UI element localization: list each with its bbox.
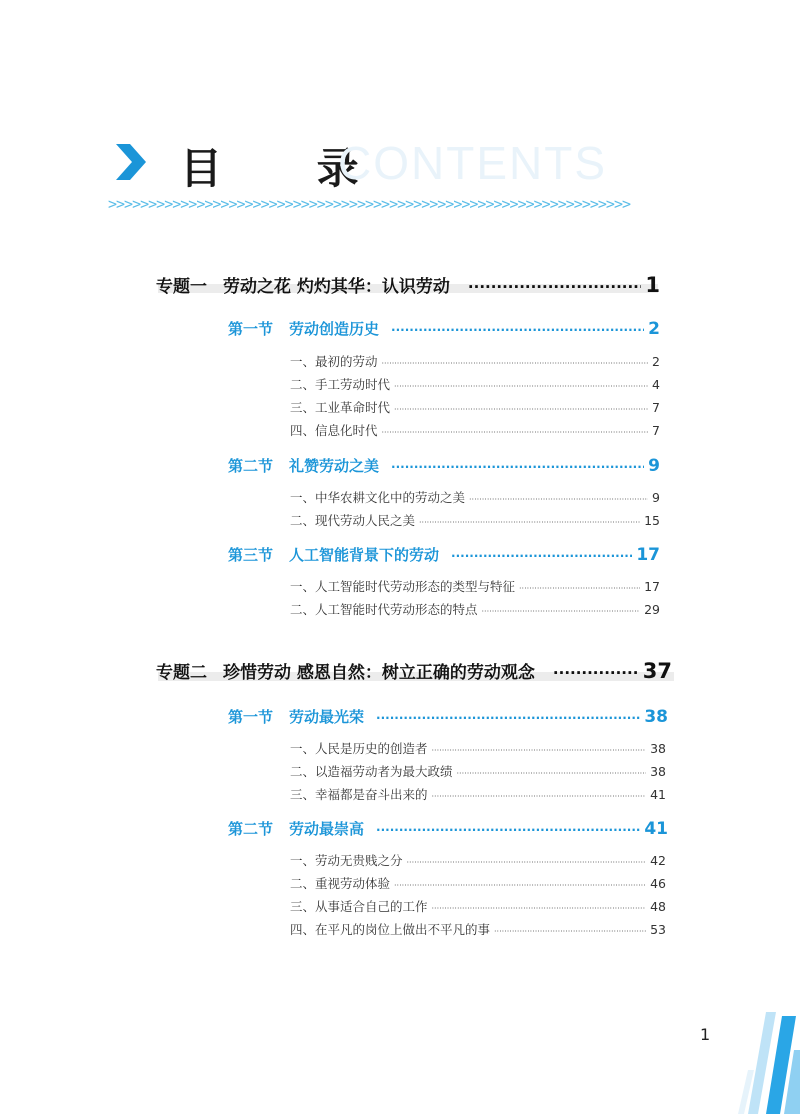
- item-page: 38: [650, 741, 666, 756]
- topic-title: 珍惜劳动 感恩自然：树立正确的劳动观念: [223, 663, 535, 683]
- dot-leader: [419, 518, 640, 527]
- section-number: 第二节: [228, 820, 274, 838]
- item-page: 9: [652, 490, 660, 505]
- dot-leader: [391, 323, 644, 337]
- item-title: 四、信息化时代: [290, 423, 378, 438]
- dot-leader: [432, 904, 647, 913]
- page-number: 1: [700, 1025, 711, 1044]
- topic-label: 专题一: [156, 277, 207, 297]
- section-page: 9: [648, 456, 660, 476]
- section-title: 礼赞劳动之美: [289, 457, 380, 475]
- item-title: 一、人民是历史的创造者: [290, 741, 428, 756]
- toc-item[interactable]: [290, 511, 660, 529]
- topic-title: 劳动之花 灼灼其华：认识劳动: [223, 277, 450, 297]
- toc-item[interactable]: [290, 762, 666, 780]
- toc-item[interactable]: [290, 488, 660, 506]
- item-page: 7: [652, 400, 660, 415]
- dot-leader: [382, 359, 649, 368]
- toc-section[interactable]: [228, 455, 660, 476]
- dot-leader: [494, 927, 646, 936]
- topic-page: 1: [645, 273, 660, 297]
- section-title: 劳动创造历史: [289, 320, 380, 338]
- dot-leader: [432, 792, 647, 801]
- item-title: 一、中华农耕文化中的劳动之美: [290, 490, 466, 505]
- dot-leader: [394, 382, 648, 391]
- dot-leader: [553, 664, 639, 682]
- toc-item[interactable]: [290, 352, 660, 370]
- item-page: 41: [650, 787, 666, 802]
- item-title: 二、以造福劳动者为最大政绩: [290, 764, 453, 779]
- toc-topic[interactable]: [156, 272, 660, 297]
- dot-leader: [482, 607, 641, 616]
- item-page: 29: [644, 602, 660, 617]
- toc-item[interactable]: [290, 375, 660, 393]
- section-number: 第一节: [228, 708, 274, 726]
- item-title: 二、重视劳动体验: [290, 876, 391, 891]
- item-page: 17: [644, 579, 660, 594]
- item-page: 4: [652, 377, 660, 392]
- toc-item[interactable]: [290, 874, 666, 892]
- toc-item[interactable]: [290, 577, 660, 595]
- toc-item[interactable]: [290, 897, 666, 915]
- dot-leader: [469, 495, 648, 504]
- section-page: 41: [644, 819, 668, 839]
- page-title-english: CONTENTS: [338, 137, 607, 189]
- dot-leader: [451, 549, 632, 563]
- section-title: 劳动最光荣: [289, 708, 365, 726]
- item-title: 二、人工智能时代劳动形态的特点: [290, 602, 478, 617]
- item-title: 一、最初的劳动: [290, 354, 378, 369]
- item-page: 53: [650, 922, 666, 937]
- toc-item[interactable]: [290, 785, 666, 803]
- dot-leader: [382, 428, 649, 437]
- toc-item[interactable]: [290, 920, 666, 938]
- item-page: 46: [650, 876, 666, 891]
- section-title: 人工智能背景下的劳动: [289, 546, 440, 564]
- section-number: 第一节: [228, 320, 274, 338]
- toc-section[interactable]: [228, 544, 660, 565]
- dot-leader: [407, 858, 647, 867]
- section-page: 38: [644, 707, 668, 727]
- toc-section[interactable]: [228, 818, 668, 839]
- item-title: 四、在平凡的岗位上做出不平凡的事: [290, 922, 491, 937]
- section-number: 第二节: [228, 457, 274, 475]
- item-title: 三、从事适合自己的工作: [290, 899, 428, 914]
- toc-section[interactable]: [228, 706, 668, 727]
- toc-item[interactable]: [290, 851, 666, 869]
- toc-item[interactable]: [290, 421, 660, 439]
- section-page: 2: [648, 319, 660, 339]
- item-page: 48: [650, 899, 666, 914]
- dot-leader: [376, 823, 640, 837]
- header-arrow-rule: >>>>>>>>>>>>>>>>>>>>>>>>>>>>>>>>>>>>>>>>>>>>>>>>>>>>>>>>>>>>>>>>>: [108, 195, 630, 213]
- item-page: 7: [652, 423, 660, 438]
- item-page: 2: [652, 354, 660, 369]
- toc-item[interactable]: [290, 739, 666, 757]
- dot-leader: [468, 278, 641, 296]
- page-title: 目 录: [180, 144, 399, 193]
- dot-leader: [391, 460, 644, 474]
- toc-item[interactable]: [290, 398, 660, 416]
- item-title: 一、人工智能时代劳动形态的类型与特征: [290, 579, 516, 594]
- section-page: 17: [636, 545, 660, 565]
- topic-label: 专题二: [156, 663, 207, 683]
- item-title: 二、手工劳动时代: [290, 377, 391, 392]
- chevron-right-icon: [112, 142, 148, 182]
- section-title: 劳动最崇高: [289, 820, 365, 838]
- dot-leader: [519, 584, 640, 593]
- toc-topic[interactable]: [156, 658, 672, 683]
- section-number: 第三节: [228, 546, 274, 564]
- item-page: 15: [644, 513, 660, 528]
- decorative-stripes: [728, 1010, 800, 1114]
- toc-section[interactable]: [228, 318, 660, 339]
- item-title: 三、幸福都是奋斗出来的: [290, 787, 428, 802]
- item-title: 一、劳动无贵贱之分: [290, 853, 403, 868]
- toc-item[interactable]: [290, 600, 660, 618]
- dot-leader: [394, 405, 648, 414]
- dot-leader: [376, 711, 640, 725]
- item-title: 二、现代劳动人民之美: [290, 513, 416, 528]
- item-page: 38: [650, 764, 666, 779]
- dot-leader: [432, 746, 647, 755]
- item-page: 42: [650, 853, 666, 868]
- dot-leader: [457, 769, 647, 778]
- topic-page: 37: [642, 659, 672, 683]
- item-title: 三、工业革命时代: [290, 400, 391, 415]
- dot-leader: [394, 881, 646, 890]
